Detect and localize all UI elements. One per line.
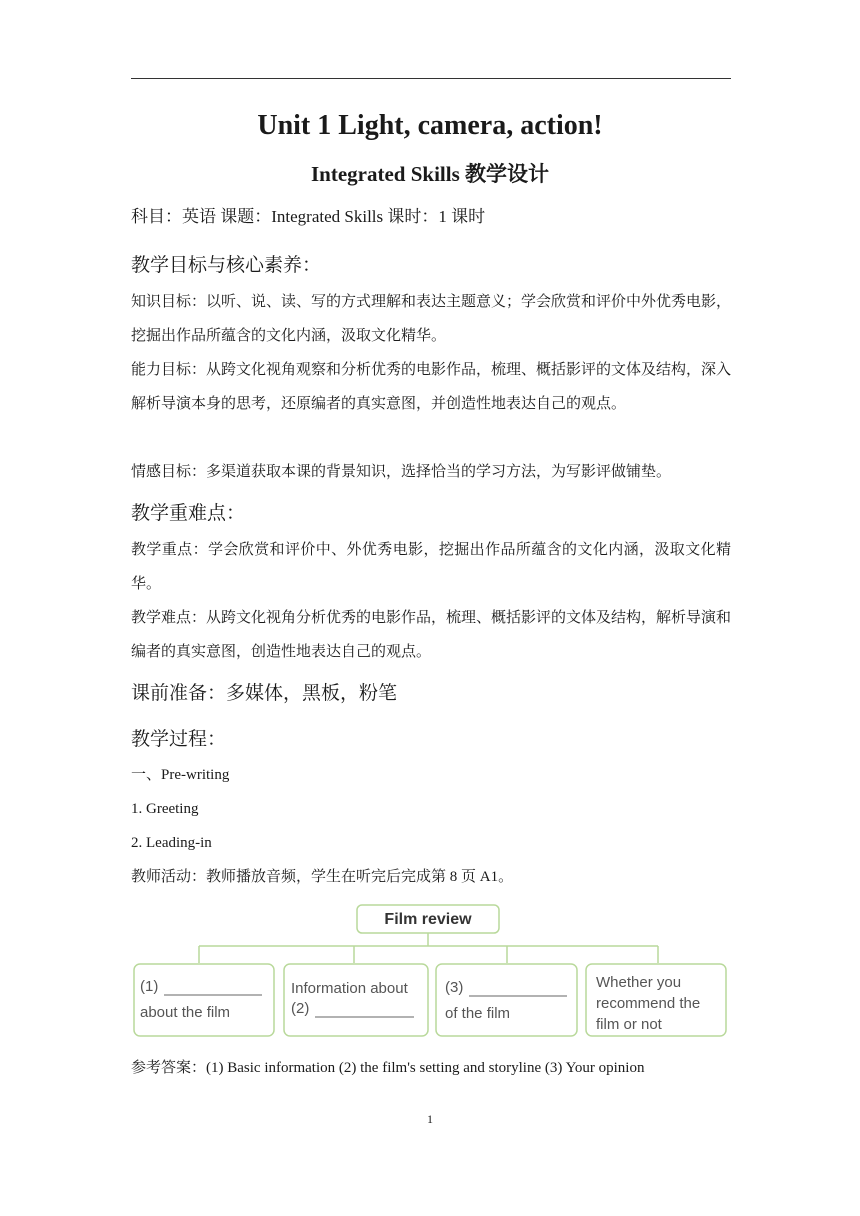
process-heading: 教学过程：: [131, 728, 227, 750]
diagram-box-1: [134, 964, 274, 1036]
page-number: 1: [427, 1112, 433, 1126]
teacher-activity: 教师活动：教师播放音频，学生在听完后完成第 8 页 A1。: [131, 869, 514, 885]
diagram-box-3: [436, 964, 577, 1036]
step-greeting: 1. Greeting: [131, 801, 199, 817]
objectives-heading: 教学目标与核心素养：: [131, 254, 322, 276]
preparation: 课前准备：多媒体，黑板，粉笔: [131, 682, 398, 704]
film-review-diagram: [131, 900, 731, 1045]
step-leading-in: 2. Leading-in: [131, 835, 212, 851]
box4-line1: Whether you: [596, 974, 682, 991]
box4-line2: recommend the: [596, 995, 701, 1012]
key-points-heading: 教学重难点：: [131, 502, 246, 524]
document-title: Unit 1 Light, camera, action!: [257, 110, 603, 141]
reference-answer: 参考答案：(1) Basic information (2) the film's setting and storyline (3) Your opinion: [131, 1060, 645, 1076]
header-rule: [131, 78, 731, 79]
step-pre-writing: 一、Pre-writing: [131, 767, 230, 783]
box4-line3: film or not: [596, 1016, 662, 1033]
box1-line1: (1): [140, 978, 159, 995]
difficult-point: 教学难点：从跨文化视角分析优秀的电影作品，梳理、概括影评的文体及结构，解析导演和编者的真实意图，创造性地表达自己的观点。: [131, 608, 732, 660]
box2-line1: Information about: [291, 980, 408, 997]
key-point: 教学重点：学会欣赏和评价中、外优秀电影，挖掘出作品所蕴含的文化内涵，汲取文化精华。: [131, 540, 731, 592]
diagram-connectors: [199, 933, 658, 963]
document-subtitle: Integrated Skills 教学设计: [310, 162, 549, 186]
box1-line2: about the film: [140, 1004, 231, 1021]
knowledge-goal: 知识目标：以听、说、读、写的方式理解和表达主题意义；学会欣赏和评价中外优秀电影，挖掘出作品所蕴含的文化内涵，汲取文化精华。: [131, 292, 732, 344]
box2-line2: (2): [291, 1000, 310, 1017]
box3-line1: (3): [445, 979, 464, 996]
emotion-goal: 情感目标：多渠道获取本课的背景知识，选择恰当的学习方法，为写影评做铺垫。: [131, 462, 672, 480]
ability-goal: 能力目标：从跨文化视角观察和分析优秀的电影作品，梳理、概括影评的文体及结构，深入解析导演本身的思考，还原编者的真实意图，并创造性地表达自己的观点。: [131, 360, 732, 412]
diagram-header-label: Film review: [384, 911, 472, 928]
meta-line: 科目：英语 课题：Integrated Skills 课时：1 课时: [131, 207, 486, 226]
box3-line2: of the film: [445, 1005, 511, 1022]
